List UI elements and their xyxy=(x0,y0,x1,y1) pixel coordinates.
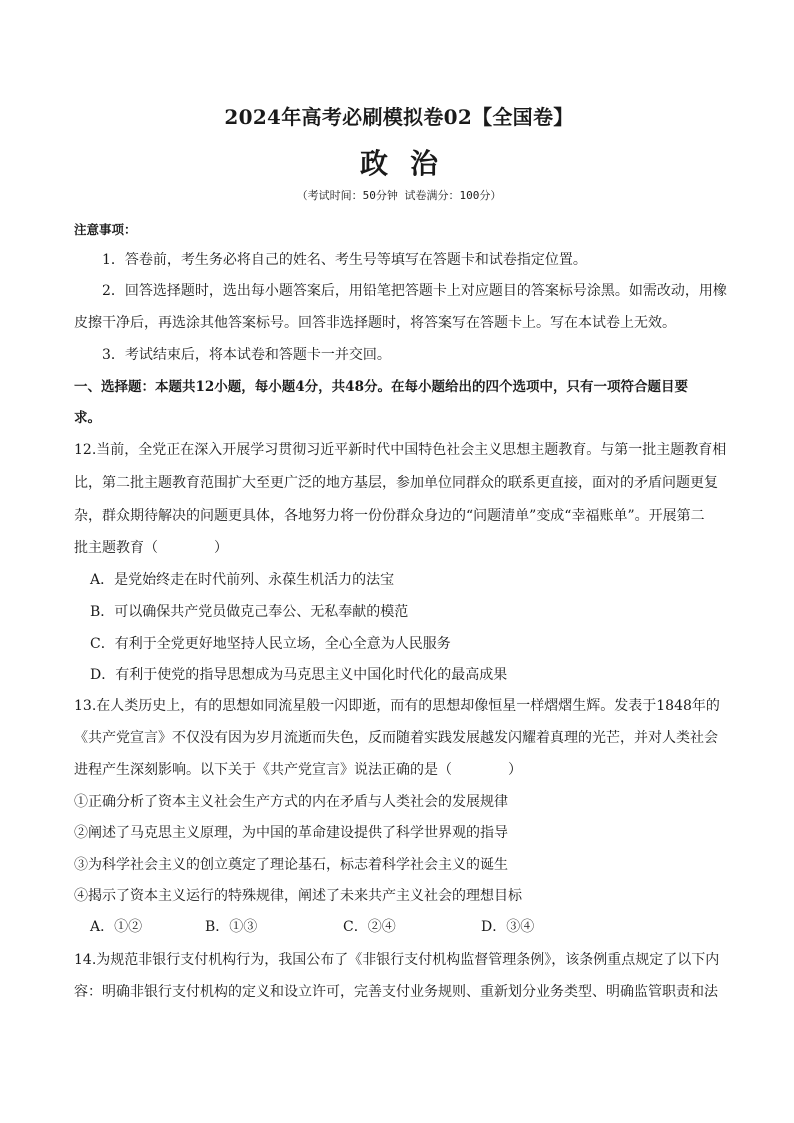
question-13-text: 进程产生深刻影响。以下关于《共产党宣言》说法正确的是（ ） xyxy=(74,762,522,778)
notice-heading: 注意事项： xyxy=(74,222,137,237)
question-12-text: 12.当前，全党正在深入开展学习贯彻习近平新时代中国特色社会主义思想主题教育。与第一批主题教育相 xyxy=(74,442,727,458)
question-13-choices xyxy=(90,918,534,936)
exam-info: （考试时间：50分钟 试卷满分：100分） xyxy=(296,189,502,202)
notice-item: 3．考试结束后，将本试卷和答题卡一并交回。 xyxy=(102,347,391,363)
section-heading-cont: 求。 xyxy=(74,410,101,426)
question-12-option-a: A．是党始终走在时代前列、永葆生机活力的法宝 xyxy=(90,572,395,588)
choice-d: D．③④ xyxy=(481,919,535,935)
question-12-option-b: B．可以确保共产党员做克己奉公、无私奉献的模范 xyxy=(90,604,409,620)
question-12-option-d: D．有利于使党的指导思想成为马克思主义中国化时代化的最高成果 xyxy=(90,667,508,683)
choice-b: B．①③ xyxy=(205,919,258,935)
question-13-text: 《共产党宣言》不仅没有因为岁月流逝而失色，反而随着实践发展越发闪耀着真理的光芒，并对人类社会 xyxy=(74,730,718,746)
question-12-option-c: C．有利于全党更好地坚持人民立场，全心全意为人民服务 xyxy=(90,636,451,652)
question-12-text: 杂，群众期待解决的问题更具体，各地努力将一份份群众身边的“问题清单”变成“幸福账单”。开展第二 xyxy=(74,508,705,524)
question-13-statement: ①正确分析了资本主义社会生产方式的内在矛盾与人类社会的发展规律 xyxy=(74,794,508,810)
question-13-statement: ②阐述了马克思主义原理，为中国的革命建设提供了科学世界观的指导 xyxy=(74,825,508,841)
notice-item: 皮擦干净后，再选涂其他答案标号。回答非选择题时，将答案写在答题卡上。写在本试卷上无效。 xyxy=(74,315,676,331)
question-13-statement: ④揭示了资本主义运行的特殊规律，阐述了未来共产主义社会的理想目标 xyxy=(74,888,522,904)
subject-title: 政治 xyxy=(359,147,460,180)
choice-c: C．②④ xyxy=(343,919,396,935)
exam-title: 2024年高考必刷模拟卷02【全国卷】 xyxy=(224,105,574,129)
question-13-statement: ③为科学社会主义的创立奠定了理论基石，标志着科学社会主义的诞生 xyxy=(74,857,508,873)
choice-a: A．①② xyxy=(90,919,143,935)
question-12-text: 比，第二批主题教育范围扩大至更广泛的地方基层，参加单位同群众的联系更直接，面对的矛盾问题更复 xyxy=(74,475,718,491)
question-12-text: 批主题教育（ ） xyxy=(74,540,228,556)
question-14-text: 容：明确非银行支付机构的定义和设立许可，完善支付业务规则、重新划分业务类型、明确监管职责和法 xyxy=(74,984,718,1000)
question-13-text: 13.在人类历史上，有的思想如同流星般一闪即逝，而有的思想却像恒星一样熠熠生辉。发表于1848年的 xyxy=(74,698,720,714)
section-heading: 一、选择题：本题共12小题，每小题4分，共48分。在每小题给出的四个选项中，只有一项符合题目要 xyxy=(74,379,688,395)
notice-item: 2．回答选择题时，选出每小题答案后，用铅笔把答题卡上对应题目的答案标号涂黑。如需改动，用橡 xyxy=(102,283,727,299)
notice-item: 1．答卷前，考生务必将自己的姓名、考生号等填写在答题卡和试卷指定位置。 xyxy=(102,252,587,268)
question-14-text: 14.为规范非银行支付机构行为，我国公布了《非银行支付机构监督管理条例》，该条例重点规定了以下内 xyxy=(74,952,720,968)
